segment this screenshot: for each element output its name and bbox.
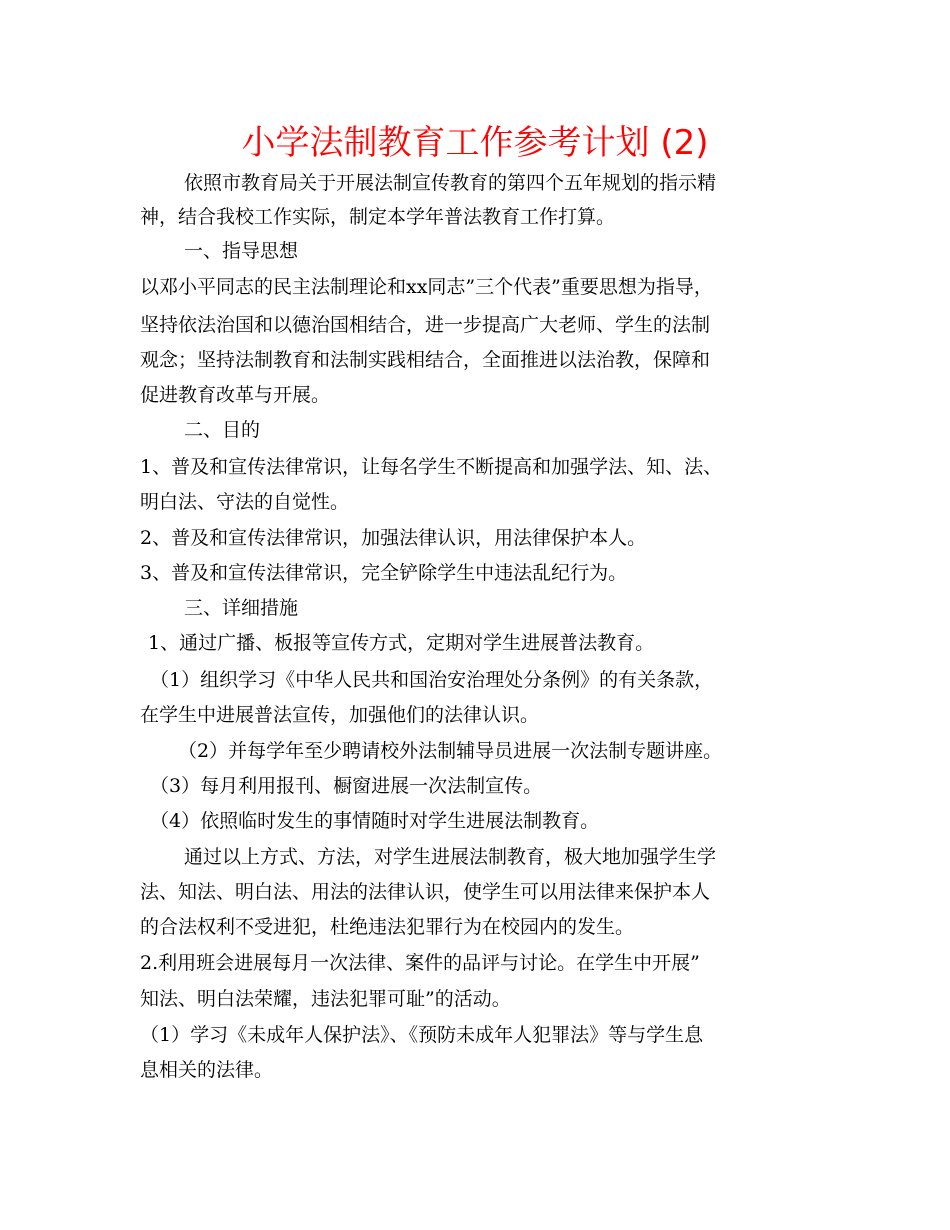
list-item: 2、普及和宣传法律常识，加强法律认识，用法律保护本人。 [140, 527, 647, 549]
list-item: 2.利用班会进展每月一次法律、案件的品评与讨论。在学生中开展” [140, 952, 700, 974]
paragraph-line: 坚持依法治国和以德治国相结合，进一步提高广大老师、学生的法制 [140, 314, 711, 336]
list-item: （2）并每学年至少聘请校外法制辅导员进展一次法制专题讲座。 [178, 740, 723, 762]
paragraph-line: 以邓小平同志的民主法制理论和xx同志”三个代表”重要思想为指导， [140, 276, 713, 298]
list-item: （1）学习《未成年人保护法》、《预防未成年人犯罪法》等与学生息 [140, 1024, 704, 1046]
paragraph-line: 在学生中进展普法宣传，加强他们的法律认识。 [140, 704, 540, 726]
list-item: 1、通过广播、板报等宣传方式，定期对学生进展普法教育。 [148, 632, 655, 654]
paragraph-line: 促进教育改革与开展。 [140, 384, 331, 406]
section-heading: 一、指导思想 [184, 240, 299, 262]
paragraph-line: 观念；坚持法制教育和法制实践相结合，全面推进以法治教，保障和 [140, 349, 711, 371]
list-item: 1、普及和宣传法律常识，让每名学生不断提高和加强学法、知、法、 [140, 456, 723, 478]
paragraph-line: 通过以上方式、方法，对学生进展法制教育，极大地加强学生学 [184, 846, 717, 868]
document-title: 小学法制教育工作参考计划 (2) [241, 123, 709, 163]
section-heading: 二、目的 [184, 419, 261, 441]
list-item: （4）依照临时发生的事情随时对学生进展法制教育。 [150, 810, 600, 832]
list-item: 3、普及和宣传法律常识，完全铲除学生中违法乱纪行为。 [140, 562, 628, 584]
list-item: （1）组织学习《中华人民共和国治安治理处分条例》的有关条款， [150, 669, 714, 691]
list-item: （3）每月利用报刊、橱窗进展一次法制宣传。 [150, 775, 543, 797]
paragraph-line: 知法、明白法荣耀，违法犯罪可耻”的活动。 [140, 988, 511, 1010]
paragraph-line: 依照市教育局关于开展法制宣传教育的第四个五年规划的指示精 [184, 172, 717, 194]
paragraph-line: 神，结合我校工作实际，制定本学年普法教育工作打算。 [140, 206, 616, 228]
section-heading: 三、详细措施 [184, 597, 299, 619]
paragraph-line: 明白法、守法的自觉性。 [140, 491, 350, 513]
paragraph-line: 法、知法、明白法、用法的法律认识，使学生可以用法律来保护本人 [140, 881, 711, 903]
paragraph-line: 息相关的法律。 [140, 1059, 274, 1081]
paragraph-line: 的合法权利不受进犯，杜绝违法犯罪行为在校园内的发生。 [140, 916, 635, 938]
